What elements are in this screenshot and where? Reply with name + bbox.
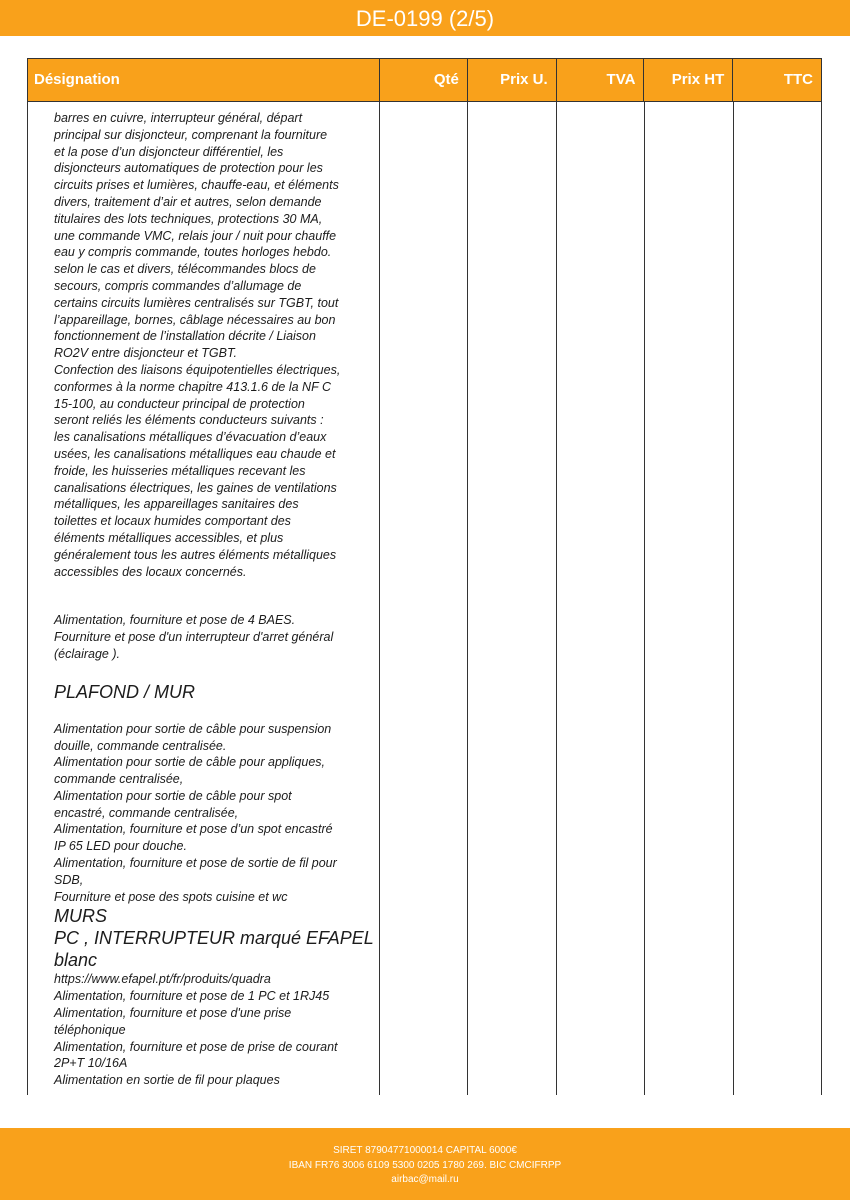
- text-line: IP 65 LED pour douche.: [54, 839, 187, 854]
- text-line: l’appareillage, bornes, câblage nécessaires au bon: [54, 312, 336, 327]
- text-line: Alimentation, fourniture et pose de prise de courant: [54, 1039, 338, 1054]
- column-header-prix-ht: Prix HT: [644, 59, 733, 101]
- paragraph-murs-items: [54, 971, 379, 1089]
- table-header: [27, 58, 822, 102]
- column-divider: [379, 102, 380, 1095]
- column-header-qte: Qté: [380, 59, 468, 101]
- text-line: toilettes et locaux humides comportant des: [54, 514, 291, 529]
- text-line: conformes à la norme chapitre 413.1.6 de la NF C: [54, 379, 331, 394]
- column-divider: [644, 102, 645, 1095]
- text-line: accessibles des locaux concernés.: [54, 564, 247, 579]
- column-divider: [733, 102, 734, 1095]
- text-line: principal sur disjoncteur, comprenant la fourniture: [54, 127, 328, 142]
- text-line: canalisations électriques, les gaines de ventilations: [54, 480, 337, 495]
- text-line: et la pose d’un disjoncteur différentiel, les: [54, 144, 284, 159]
- text-line: une commande VMC, relais jour / nuit pour chauffe: [54, 228, 337, 243]
- designation-content: [54, 110, 379, 1089]
- text-line: circuits prises et lumières, chauffe-eau, et éléments: [54, 178, 339, 193]
- text-line: https://www.efapel.pt/fr/produits/quadra: [54, 972, 271, 987]
- text-line: Alimentation, fourniture et pose de sortie de fil pour: [54, 856, 337, 871]
- column-header-tva: TVA: [557, 59, 645, 101]
- footer-siret: SIRET 87904771000014 CAPITAL 6000€: [333, 1145, 517, 1156]
- text-line: Fourniture et pose d'un interrupteur d'arret général: [54, 630, 334, 645]
- text-line: divers, traitement d’air et autres, selon demande: [54, 194, 322, 209]
- column-divider: [556, 102, 557, 1095]
- document-title: DE-0199 (2/5): [355, 6, 495, 31]
- text-line: Confection des liaisons équipotentielles électriques,: [54, 362, 341, 377]
- text-line: Alimentation pour sortie de câble pour suspension: [54, 721, 332, 736]
- text-line: encastré, commande centralisée,: [54, 805, 239, 820]
- text-line: PC , INTERRUPTEUR marqué EFAPEL: [54, 928, 374, 949]
- text-line: usées, les canalisations métalliques eau chaude et: [54, 446, 336, 461]
- text-line: Alimentation, fourniture et pose de 4 BAES.: [54, 613, 296, 628]
- text-line: eau y compris commande, toutes horloges hebdo.: [54, 245, 332, 260]
- text-line: Alimentation, fourniture et pose d’un spot encastré: [54, 822, 333, 837]
- text-line: Alimentation, fourniture et pose de 1 PC et 1RJ45: [54, 989, 330, 1004]
- column-header-designation: Désignation: [28, 59, 380, 101]
- section-title-pc-interrupteur: [54, 927, 379, 971]
- text-line: (éclairage ).: [54, 646, 120, 661]
- text-line: SDB,: [54, 872, 84, 887]
- footer: [0, 1128, 850, 1200]
- text-line: douille, commande centralisée.: [54, 738, 227, 753]
- paragraph-plafond-items: [54, 721, 379, 906]
- column-divider: [467, 102, 468, 1095]
- text-line: seront reliés les éléments conducteurs suivants :: [54, 413, 324, 428]
- text-line: blanc: [54, 950, 98, 971]
- text-line: commande centralisée,: [54, 772, 184, 787]
- column-divider: [27, 102, 28, 1095]
- column-header-prix-u: Prix U.: [468, 59, 557, 101]
- text-line: les canalisations métalliques d’évacuation d’eaux: [54, 430, 327, 445]
- text-line: fonctionnement de l’installation décrite / Liaison: [54, 329, 316, 344]
- text-line: Alimentation pour sortie de câble pour appliques,: [54, 755, 326, 770]
- text-line: disjoncteurs automatiques de protection pour les: [54, 161, 323, 176]
- footer-iban: IBAN FR76 3006 6109 5300 0205 1780 269. BIC CMCIFRPP: [288, 1159, 562, 1171]
- text-line: selon le cas et divers, télécommandes blocs de: [54, 262, 316, 277]
- text-line: éléments métalliques accessibles, et plus: [54, 530, 284, 545]
- footer-email: airbac@mail.ru: [391, 1174, 459, 1185]
- text-line: 2P+T 10/16A: [54, 1056, 128, 1071]
- text-line: certains circuits lumières centralisés sur TGBT, tout: [54, 295, 339, 310]
- text-line: barres en cuivre, interrupteur général, départ: [54, 111, 303, 125]
- text-line: métalliques, les appareillages sanitaires des: [54, 497, 299, 512]
- column-divider: [821, 102, 822, 1095]
- text-line: secours, compris commandes d’allumage de: [54, 278, 302, 293]
- column-header-ttc: TTC: [783, 71, 814, 88]
- text-line: froide, les huisseries métalliques recevant les: [54, 463, 306, 478]
- text-line: 15-100, au conducteur principal de protection: [54, 396, 305, 411]
- document-title-band: [0, 0, 850, 36]
- text-line: titulaires des lots techniques, protections 30 MA,: [54, 211, 323, 226]
- section-title-murs: MURS: [54, 906, 107, 927]
- text-line: Fourniture et pose des spots cuisine et wc: [54, 889, 288, 904]
- paragraph-tgbt-liaisons: [54, 110, 379, 580]
- paragraph-baes: [54, 612, 379, 662]
- text-line: Alimentation, fourniture et pose d'une prise: [54, 1006, 292, 1021]
- text-line: téléphonique: [54, 1022, 126, 1037]
- text-line: Alimentation pour sortie de câble pour spot: [54, 788, 292, 803]
- text-line: RO2V entre disjoncteur et TGBT.: [54, 346, 237, 361]
- text-line: Alimentation en sortie de fil pour plaques: [54, 1073, 280, 1088]
- section-title-plafond-mur: PLAFOND / MUR: [54, 681, 196, 702]
- text-line: généralement tous les autres éléments métalliques: [54, 547, 337, 562]
